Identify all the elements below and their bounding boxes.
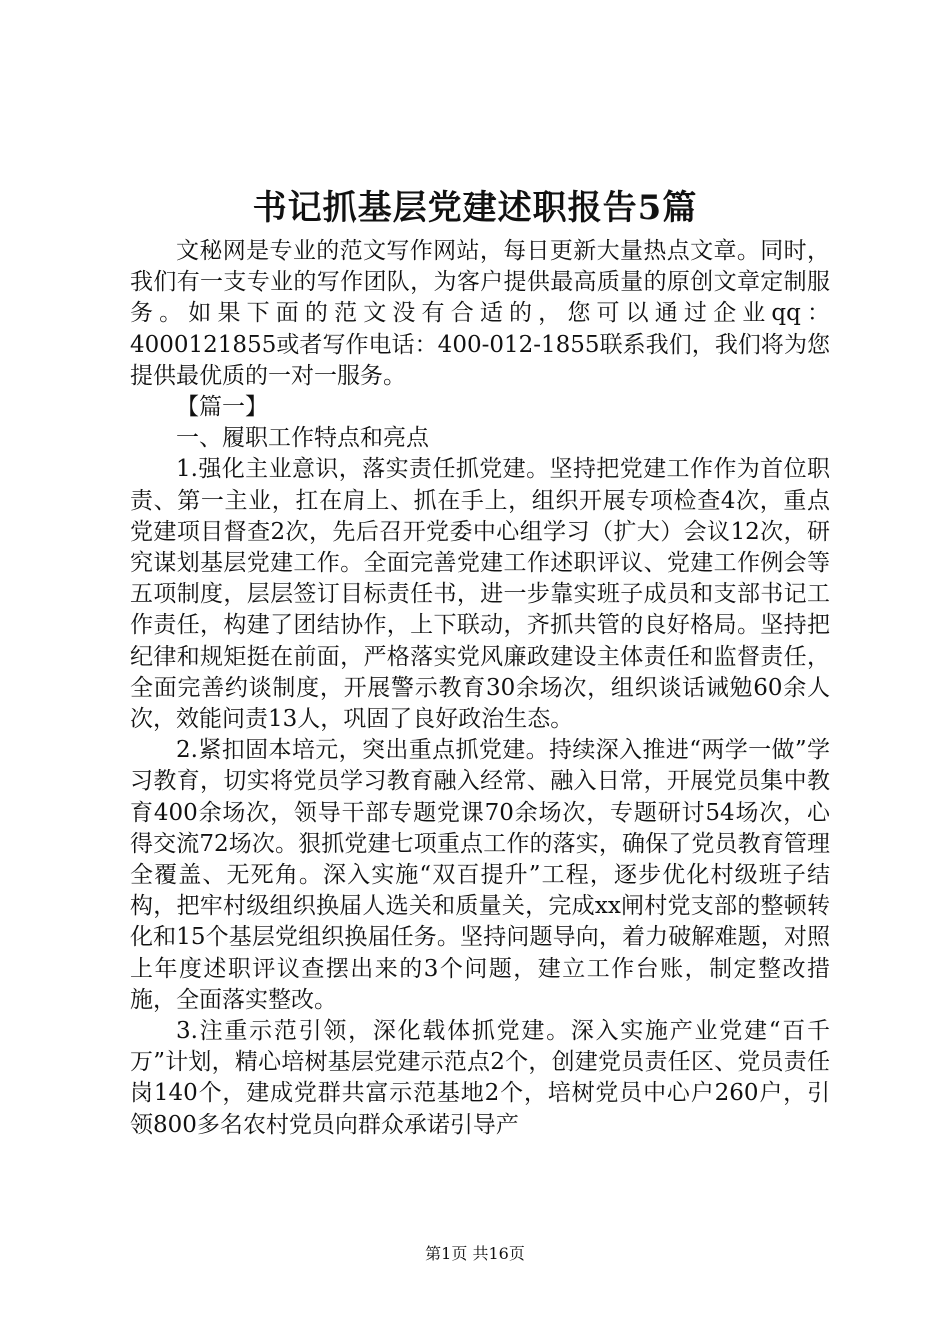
document-body (130, 236, 830, 1141)
document-title: 书记抓基层党建述职报告5篇 (252, 188, 698, 228)
page-total: 共16页 (472, 1244, 525, 1263)
body-paragraph-1: 1.强化主业意识，落实责任抓党建。坚持把党建工作作为首位职责、第一主业，扛在肩上、抓在手上，组织开展专项检查4次，重点党建项目督查2次，先后召开党委中心组学习（扩大）会议12次，研究谋划基层党建工作。全面完善党建工作述职评议、党建工作例会等五项制度，层层签订目标责任书，进一步靠实班子成员和支部书记工作责任，构建了团结协作，上下联动，齐抓共管的良好格局。坚持把纪律和规矩挺在前面，严格落实党风廉政建设主体责任和监督责任，全面完善约谈制度，开展警示教育30余场次，组织谈话诫勉60余人次，效能问责13人，巩固了良好政治生态。 (130, 456, 830, 733)
section-heading: 【篇一】 (176, 394, 268, 421)
intro-paragraph: 文秘网是专业的范文写作网站，每日更新大量热点文章。同时，我们有一支专业的写作团队，为客户提供最高质量的原创文章定制服务。如果下面的范文没有合适的，您可以通过企业qq：4000121855或者写作电话：400-012-1855联系我们，我们将为您提供最优质的一对一服务。 (130, 238, 830, 389)
page-footer (0, 1243, 950, 1265)
page-number: 第1页 (425, 1244, 468, 1263)
body-paragraph-2: 2.紧扣固本培元，突出重点抓党建。持续深入推进“两学一做”学习教育，切实将党员学习教育融入经常、融入日常，开展党员集中教育400余场次，领导干部专题党课70余场次，专题研讨54场次，心得交流72场次。狠抓党建七项重点工作的落实，确保了党员教育管理全覆盖、无死角。深入实施“双百提升”工程，逐步优化村级班子结构，把牢村级组织换届人选关和质量关，完成xx闸村党支部的整顿转化和15个基层党组织换届任务。坚持问题导向，着力破解难题，对照上年度述职评议查摆出来的3个问题，建立工作台账，制定整改措施，全面落实整改。 (130, 737, 830, 1013)
subsection-heading: 一、履职工作特点和亮点 (176, 425, 429, 452)
body-paragraph-3: 3.注重示范引领，深化载体抓党建。深入实施产业党建“百千万”计划，精心培树基层党建示范点2个，创建党员责任区、党员责任岗140个，建成党群共富示范基地2个，培树党员中心户260户，引领800多名农村党员向群众承诺引导产 (130, 1018, 830, 1138)
